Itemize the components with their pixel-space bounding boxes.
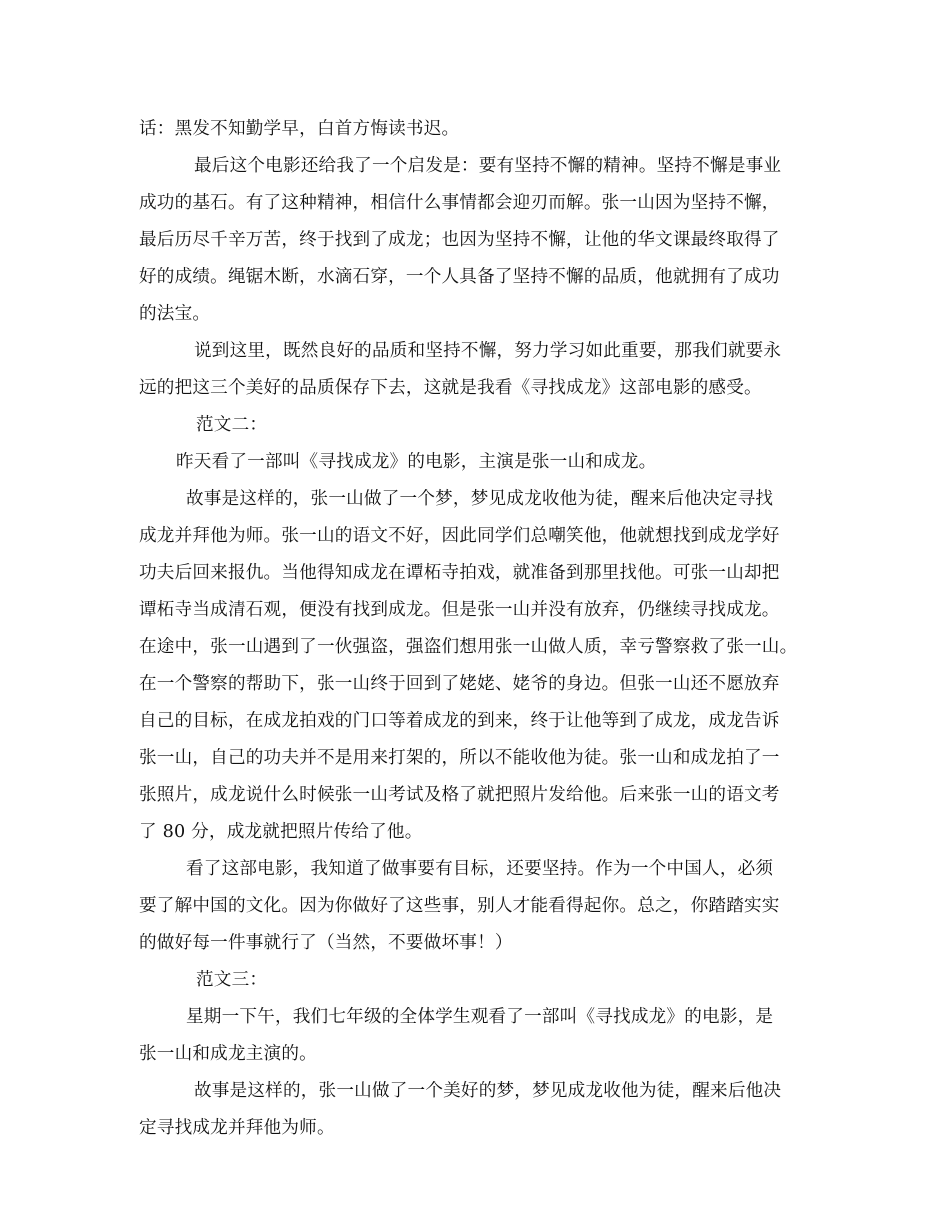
text-line: 了 80 分，成龙就把照片传给了他。 — [139, 822, 423, 842]
text-line: 功夫后回来报仇。当他得知成龙在谭柘寺拍戏，就准备到那里找他。可张一山却把 — [139, 563, 780, 583]
text-line: 远的把这三个美好的品质保存下去，这就是我看《寻找成龙》这部电影的感受。 — [139, 378, 762, 398]
text-line: 张一山和成龙主演的。 — [139, 1044, 317, 1064]
text-line: 谭柘寺当成清石观，便没有找到成龙。但是张一山并没有放弃，仍继续寻找成龙。 — [139, 600, 780, 620]
paragraph-first-line: 故事是这样的，张一山做了一个梦，梦见成龙收他为徒，醒来后他决定寻找 — [186, 489, 774, 509]
paragraph-first-line: 故事是这样的，张一山做了一个美好的梦，梦见成龙收他为徒，醒来后他决 — [194, 1081, 782, 1101]
paragraph-first-line: 看了这部电影，我知道了做事要有目标，还要坚持。作为一个中国人，必须 — [186, 859, 774, 879]
text-line: 的法宝。 — [139, 304, 211, 324]
text-line: 在一个警察的帮助下，张一山终于回到了姥姥、姥爷的身边。但张一山还不愿放弃 — [139, 674, 780, 694]
text-line: 张照片，成龙说什么时候张一山考试及格了就把照片发给他。后来张一山的语文考 — [139, 785, 780, 805]
paragraph-first-line: 最后这个电影还给我了一个启发是：要有坚持不懈的精神。坚持不懈是事业 — [194, 156, 782, 176]
text-line: 自己的目标，在成龙拍戏的门口等着成龙的到来，终于让他等到了成龙，成龙告诉 — [139, 711, 780, 731]
section-heading: 范文二： — [196, 415, 268, 435]
paragraph-first-line: 星期一下午，我们七年级的全体学生观看了一部叫《寻找成龙》的电影，是 — [186, 1007, 774, 1027]
text-line: 在途中，张一山遇到了一伙强盗，强盗们想用张一山做人质，幸亏警察救了张一山。 — [139, 637, 798, 657]
text-line: 的做好每一件事就行了（当然，不要做坏事！） — [139, 933, 513, 953]
text-line: 话：黑发不知勤学早，白首方悔读书迟。 — [139, 119, 460, 139]
text-line: 张一山，自己的功夫并不是用来打架的，所以不能收他为徒。张一山和成龙拍了一 — [139, 748, 780, 768]
text-line: 定寻找成龙并拜他为师。 — [139, 1118, 335, 1138]
section-heading: 范文三： — [196, 970, 268, 990]
text-line: 好的成绩。绳锯木断，水滴石穿，一个人具备了坚持不懈的品质，他就拥有了成功 — [139, 267, 780, 287]
paragraph-first-line: 昨天看了一部叫《寻找成龙》的电影，主演是张一山和成龙。 — [176, 452, 657, 472]
text-line: 要了解中国的文化。因为你做好了这些事，别人才能看得起你。总之，你踏踏实实 — [139, 896, 780, 916]
text-line: 成龙并拜他为师。张一山的语文不好，因此同学们总嘲笑他，他就想找到成龙学好 — [139, 526, 780, 546]
text-line: 最后历尽千辛万苦，终于找到了成龙；也因为坚持不懈，让他的华文课最终取得了 — [139, 230, 780, 250]
text-line: 成功的基石。有了这种精神，相信什么事情都会迎刃而解。张一山因为坚持不懈， — [139, 193, 780, 213]
paragraph-first-line: 说到这里，既然良好的品质和坚持不懈，努力学习如此重要，那我们就要永 — [194, 341, 782, 361]
